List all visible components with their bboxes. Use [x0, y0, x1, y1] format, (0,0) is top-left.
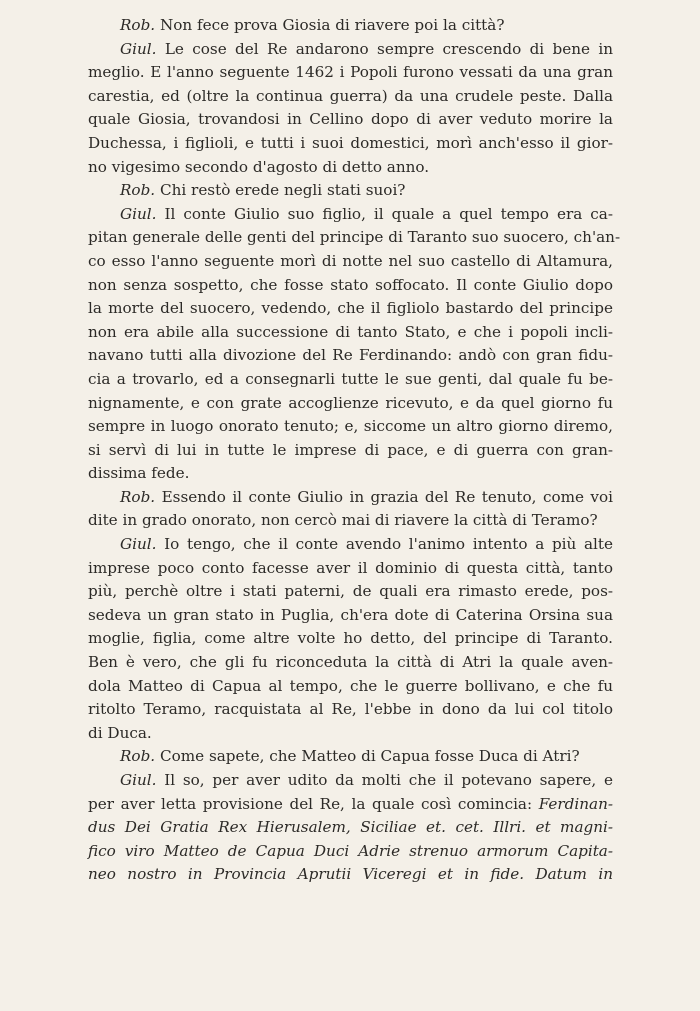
text-line — [88, 321, 613, 345]
line-text: ritolto Teramo, racquistata al Re, l'ebbe in dono da lui col titolo — [88, 700, 613, 719]
speaker-label: Rob. — [120, 181, 156, 200]
latin-quote: fico viro Matteo de Capua Duci Adrie strenuo armorum Capita- — [88, 841, 613, 860]
text-line — [88, 462, 613, 486]
line-text: per aver letta provisione del Re, la quale così comincia: — [88, 794, 539, 813]
speaker-label: Rob. — [120, 487, 156, 506]
speaker-label: Giul. — [120, 39, 157, 58]
line-text: pitan generale delle genti del principe di Taranto suo suocero, ch'an- — [88, 228, 621, 247]
text-line — [88, 439, 613, 463]
text-line — [88, 486, 613, 510]
line-text: Io tengo, che il conte avendo l'animo intento a più alte — [156, 535, 613, 554]
speaker-label: Giul. — [120, 771, 157, 789]
text-line — [88, 156, 613, 180]
text-line — [88, 840, 613, 864]
line-text: meglio. E l'anno seguente 1462 i Popoli furono vessati da una gran — [88, 63, 613, 82]
latin-quote: neo nostro in Provincia Aprutii Viceregi et in fide. Datum in — [88, 865, 613, 884]
line-text: si servì di lui in tutte le imprese di pace, e di guerra con gran- — [88, 440, 613, 459]
text-line — [88, 392, 613, 416]
text-line — [88, 580, 613, 604]
line-text: non era abile alla successione di tanto Stato, e che i popoli incli- — [88, 322, 613, 341]
text-line — [88, 745, 613, 769]
speaker-label: Rob. — [120, 16, 156, 34]
text-line — [88, 179, 613, 203]
line-text: moglie, figlia, come altre volte ho detto, del principe di Taranto. — [88, 629, 613, 648]
text-line — [88, 14, 613, 38]
line-text: co esso l'anno seguente morì di notte nel suo castello di Altamura, — [88, 251, 613, 270]
speaker-label: Giul. — [120, 535, 157, 554]
text-line — [88, 863, 613, 887]
line-text: Chi restò erede negli stati suoi? — [155, 181, 406, 200]
text-line — [88, 344, 613, 368]
line-text: sedeva un gran stato in Puglia, ch'era dote di Caterina Orsina sua — [88, 605, 613, 624]
line-text: navano tutti alla divozione del Re Ferdinando: andò con gran fidu- — [88, 346, 613, 365]
line-text: nignamente, e con grate accoglienze ricevuto, e da quel giorno fu — [88, 393, 613, 412]
text-line — [88, 203, 613, 227]
text-line — [88, 509, 613, 533]
text-line — [88, 297, 613, 321]
text-line — [88, 675, 613, 699]
text-line — [88, 769, 613, 793]
line-text: Non fece prova Giosia di riavere poi la città? — [155, 16, 505, 34]
text-line — [88, 604, 613, 628]
text-line — [88, 38, 613, 62]
text-line — [88, 627, 613, 651]
text-line — [88, 415, 613, 439]
line-text: non senza sospetto, che fosse stato soffocato. Il conte Giulio dopo — [88, 275, 613, 294]
line-text: dola Matteo di Capua al tempo, che le guerre bollivano, e che fu — [88, 676, 613, 695]
line-text: sempre in luogo onorato tenuto; e, siccome un altro giorno diremo, — [88, 417, 613, 436]
text-line — [88, 108, 613, 132]
text-line — [88, 793, 613, 817]
text-line — [88, 85, 613, 109]
line-text: quale Giosia, trovandosi in Cellino dopo di aver veduto morire la — [88, 110, 613, 129]
latin-quote: dus Dei Gratia Rex Hierusalem, Siciliae et. cet. Illri. et magni- — [88, 818, 613, 837]
text-line — [88, 250, 613, 274]
line-text: di Duca. — [88, 723, 152, 742]
text-line — [88, 61, 613, 85]
line-text: Duchessa, i figlioli, e tutti i suoi domestici, morì anch'esso il gior- — [88, 133, 613, 152]
text-line — [88, 132, 613, 156]
text-line — [88, 816, 613, 840]
text-line — [88, 274, 613, 298]
line-text: Il so, per aver udito da molti che il potevano sapere, e — [156, 771, 613, 789]
text-line — [88, 226, 621, 250]
page-text — [88, 14, 621, 887]
line-text: Essendo il conte Giulio in grazia del Re tenuto, come voi — [155, 487, 613, 506]
line-text: Il conte Giulio suo figlio, il quale a quel tempo era ca- — [156, 204, 613, 223]
text-line — [88, 557, 613, 581]
line-text: cia a trovarlo, ed a consegnarli tutte le sue genti, dal quale fu be- — [88, 369, 613, 388]
latin-quote: Ferdinan- — [538, 794, 613, 813]
line-text: dissima fede. — [88, 464, 190, 483]
speaker-label: Rob. — [120, 747, 156, 766]
line-text: imprese poco conto facesse aver il dominio di questa città, tanto — [88, 558, 613, 577]
line-text: carestia, ed (oltre la continua guerra) da una crudele peste. Dalla — [88, 86, 613, 105]
line-text: più, perchè oltre i stati paterni, de quali era rimasto erede, pos- — [88, 582, 613, 601]
text-line — [88, 651, 613, 675]
line-text: dite in grado onorato, non cercò mai di riavere la città di Teramo? — [88, 511, 598, 530]
line-text: no vigesimo secondo d'agosto di detto anno. — [88, 157, 430, 176]
line-text: la morte del suocero, vedendo, che il figliolo bastardo del principe — [88, 299, 613, 318]
line-text: Come sapete, che Matteo di Capua fosse Duca di Atri? — [155, 747, 580, 766]
speaker-label: Giul. — [120, 204, 157, 223]
line-text: Le cose del Re andarono sempre crescendo di bene in — [156, 39, 613, 58]
text-line — [88, 722, 613, 746]
text-line — [88, 533, 613, 557]
text-line — [88, 368, 613, 392]
line-text: Ben è vero, che gli fu riconceduta la città di Atri la quale aven- — [88, 653, 613, 672]
text-line — [88, 698, 613, 722]
